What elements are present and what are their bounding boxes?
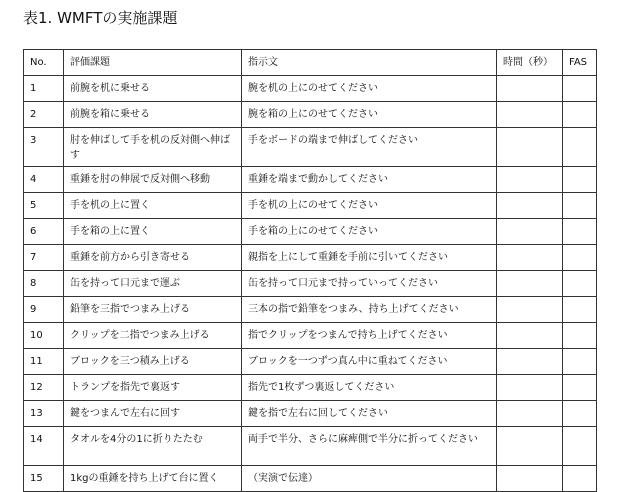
cell-task: 手を机の上に置く	[64, 193, 242, 219]
cell-task: 缶を持って口元まで運ぶ	[64, 271, 242, 297]
cell-task: 1kgの重錘を持ち上げて台に置く	[64, 466, 242, 492]
cell-task: 手を箱の上に置く	[64, 219, 242, 245]
table-row	[24, 427, 597, 466]
cell-fas	[563, 349, 597, 375]
table-row	[24, 401, 597, 427]
cell-task: 肘を伸ばして手を机の反対側へ伸ばす	[64, 128, 242, 167]
cell-task: 前腕を机に乗せる	[64, 76, 242, 102]
cell-no: 8	[24, 271, 64, 297]
cell-no: 2	[24, 102, 64, 128]
table-row	[24, 245, 597, 271]
table-row	[24, 297, 597, 323]
cell-no: 5	[24, 193, 64, 219]
cell-fas	[563, 271, 597, 297]
cell-no: 15	[24, 466, 64, 492]
cell-time	[497, 427, 563, 466]
cell-fas	[563, 128, 597, 167]
cell-fas	[563, 76, 597, 102]
cell-task: 重錘を肘の伸展で反対側へ移動	[64, 167, 242, 193]
table-row	[24, 375, 597, 401]
table-row	[24, 167, 597, 193]
cell-instruction: （実演で伝達）	[242, 466, 497, 492]
cell-instruction: 指でクリップをつまんで持ち上げてください	[242, 323, 497, 349]
cell-time	[497, 297, 563, 323]
cell-no: 12	[24, 375, 64, 401]
table-row	[24, 271, 597, 297]
table-row	[24, 128, 597, 167]
cell-fas	[563, 167, 597, 193]
cell-task: 鍵をつまんで左右に回す	[64, 401, 242, 427]
cell-instruction: 手をボードの端まで伸ばしてください	[242, 128, 497, 167]
cell-no: 9	[24, 297, 64, 323]
cell-time	[497, 245, 563, 271]
cell-no: 3	[24, 128, 64, 167]
table-row	[24, 466, 597, 492]
cell-task: 前腕を箱に乗せる	[64, 102, 242, 128]
cell-task: タオルを4分の1に折りたたむ	[64, 427, 242, 466]
cell-fas	[563, 427, 597, 466]
table-row	[24, 323, 597, 349]
header-time: 時間（秒）	[497, 50, 563, 76]
cell-instruction: 鍵を指で左右に回してください	[242, 401, 497, 427]
cell-task: 重錘を前方から引き寄せる	[64, 245, 242, 271]
cell-fas	[563, 245, 597, 271]
cell-time	[497, 401, 563, 427]
cell-time	[497, 219, 563, 245]
cell-time	[497, 466, 563, 492]
cell-fas	[563, 193, 597, 219]
cell-fas	[563, 401, 597, 427]
header-task: 評価課題	[64, 50, 242, 76]
cell-no: 6	[24, 219, 64, 245]
table-caption: 表1. WMFTの実施課題	[23, 9, 178, 27]
cell-instruction: 指先で1枚ずつ裏返してください	[242, 375, 497, 401]
header-no: No.	[24, 50, 64, 76]
cell-fas	[563, 375, 597, 401]
cell-time	[497, 167, 563, 193]
cell-fas	[563, 219, 597, 245]
cell-instruction: 手を箱の上にのせてください	[242, 219, 497, 245]
cell-fas	[563, 102, 597, 128]
cell-instruction: 手を机の上にのせてください	[242, 193, 497, 219]
cell-instruction: 両手で半分、さらに麻痺側で半分に折ってください	[242, 427, 497, 466]
cell-task: 鉛筆を三指でつまみ上げる	[64, 297, 242, 323]
cell-fas	[563, 323, 597, 349]
cell-instruction: 腕を箱の上にのせてください	[242, 102, 497, 128]
cell-time	[497, 375, 563, 401]
cell-no: 7	[24, 245, 64, 271]
header-fas: FAS	[563, 50, 597, 76]
cell-time	[497, 102, 563, 128]
cell-instruction: 重錘を端まで動かしてください	[242, 167, 497, 193]
table-row	[24, 193, 597, 219]
table-row	[24, 102, 597, 128]
cell-time	[497, 76, 563, 102]
cell-task: クリップを二指でつまみ上げる	[64, 323, 242, 349]
cell-no: 11	[24, 349, 64, 375]
cell-time	[497, 193, 563, 219]
cell-time	[497, 323, 563, 349]
cell-no: 14	[24, 427, 64, 466]
cell-task: ブロックを三つ積み上げる	[64, 349, 242, 375]
cell-instruction: 缶を持って口元まで持っていってください	[242, 271, 497, 297]
cell-time	[497, 349, 563, 375]
cell-instruction: 腕を机の上にのせてください	[242, 76, 497, 102]
cell-task: トランプを指先で裏返す	[64, 375, 242, 401]
table-row	[24, 349, 597, 375]
cell-time	[497, 128, 563, 167]
cell-fas	[563, 466, 597, 492]
cell-instruction: ブロックを一つずつ真ん中に重ねてください	[242, 349, 497, 375]
table-row	[24, 76, 597, 102]
cell-time	[497, 271, 563, 297]
cell-instruction: 三本の指で鉛筆をつまみ、持ち上げてください	[242, 297, 497, 323]
cell-no: 4	[24, 167, 64, 193]
table-header-row	[24, 50, 597, 76]
cell-instruction: 親指を上にして重錘を手前に引いてください	[242, 245, 497, 271]
cell-no: 10	[24, 323, 64, 349]
cell-no: 1	[24, 76, 64, 102]
cell-fas	[563, 297, 597, 323]
table-row	[24, 219, 597, 245]
cell-no: 13	[24, 401, 64, 427]
header-instruction: 指示文	[242, 50, 497, 76]
wmft-task-table	[23, 49, 597, 492]
